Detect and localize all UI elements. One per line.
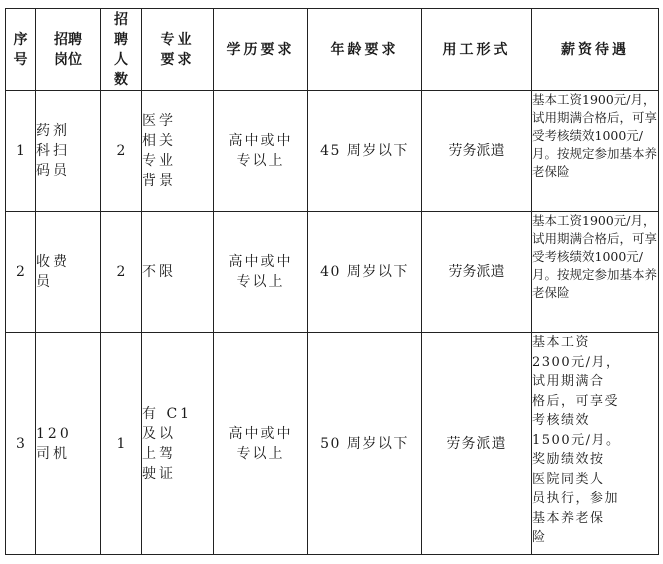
- row-salary: 基本工资 2300元/月， 试用期满合 格后，可享受 考核绩效 1500元/月。 奖励绩效按 医院同类人 员执行，参加 基本养老保 险: [532, 333, 659, 555]
- row-index: 1: [6, 91, 36, 212]
- header-salary: 薪资待遇: [532, 9, 659, 91]
- header-age: 年龄要求: [308, 9, 422, 91]
- row-headcount: 1: [101, 333, 142, 555]
- header-row: [6, 9, 659, 91]
- row-education: 高中或中 专以上: [214, 333, 308, 555]
- row-major: 有 C1 及以 上驾 驶证: [142, 333, 214, 555]
- row-employment: 劳务派遣: [422, 91, 532, 212]
- row-position: 收费 员: [36, 212, 101, 333]
- header-headcount: 招 聘 人 数: [101, 9, 142, 91]
- recruitment-table: [5, 8, 659, 555]
- table-row: [6, 333, 659, 555]
- row-index: 3: [6, 333, 36, 555]
- header-major: 专业 要求: [142, 9, 214, 91]
- row-age: 50 周岁以下: [308, 333, 422, 555]
- row-position: 120 司机: [36, 333, 101, 555]
- header-education: 学历要求: [214, 9, 308, 91]
- row-headcount: 2: [101, 212, 142, 333]
- row-education: 高中或中 专以上: [214, 91, 308, 212]
- header-index: 序 号: [6, 9, 36, 91]
- row-employment: 劳务派遣: [422, 333, 532, 555]
- header-position: 招聘 岗位: [36, 9, 101, 91]
- table-row: [6, 212, 659, 333]
- row-education: 高中或中 专以上: [214, 212, 308, 333]
- row-index: 2: [6, 212, 36, 333]
- row-major: 不限: [142, 212, 214, 333]
- header-employment: 用工形式: [422, 9, 532, 91]
- row-age: 40 周岁以下: [308, 212, 422, 333]
- row-salary: 基本工资1900元/月，试用期满合格后，可享受考核绩效1000元/月。按规定参加基本养老保险: [532, 91, 659, 212]
- row-employment: 劳务派遣: [422, 212, 532, 333]
- row-salary: 基本工资1900元/月，试用期满合格后，可享受考核绩效1000元/月。按规定参加基本养老保险: [532, 212, 659, 333]
- table-row: [6, 91, 659, 212]
- row-headcount: 2: [101, 91, 142, 212]
- row-major: 医学 相关 专业 背景: [142, 91, 214, 212]
- row-position: 药剂 科扫 码员: [36, 91, 101, 212]
- row-age: 45 周岁以下: [308, 91, 422, 212]
